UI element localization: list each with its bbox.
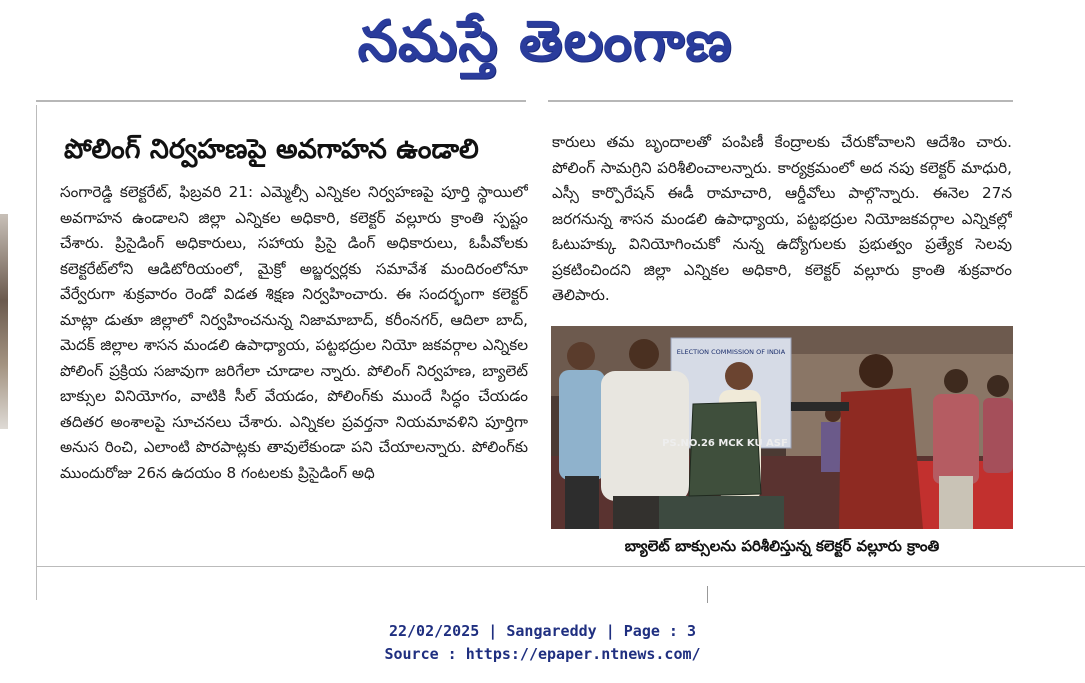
section-divider xyxy=(36,566,1085,567)
article-headline: పోలింగ్ నిర్వహణపై అవగాహన ఉండాలి xyxy=(64,134,479,165)
article-body-right: కారులు తమ బృందాలతో పంపిణీ కేంద్రాలకు చేరుకోవాలని ఆదేశిం చారు. పోలింగ్ సామగ్రిని పరిశీలించాలన్నారు. కార్యక్రమంలో అద నపు కలెక్టర్ మాధురి, ఎస్సీ కార్పొరేషన్ ఈడీ రామాచారి, ఆర్డీవోలు పాల్గొన్నారు. ఈనెల 27న జరగనున్న శాసన మండలి ఉపాధ్యాయ, పట్టభద్రుల నియోజకవర్గాల ఎన్నికల్లో ఓటుహక్కు వినియోగించుకో నున్న ఉద్యోగులకు ప్రభుత్వం ప్రత్యేక సెలవు ప్రకటించిందని జిల్లా ఎన్నికల అధికారి, కలెక్టర్ వల్లూరు క్రాంతి శుక్రవారం తెలిపారు. xyxy=(552,133,1012,304)
footer-date-line: 22/02/2025 | Sangareddy | Page : 3 xyxy=(388,622,697,640)
newspaper-logo: నమస్తే తెలంగాణ xyxy=(357,8,733,74)
masthead-divider-left xyxy=(36,100,526,102)
masthead-divider-right xyxy=(548,100,1013,102)
footer-source-line: Source : https://epaper.ntnews.com/ xyxy=(384,645,701,663)
ballot-box-label: PS.NO.26 MCK KU ASF xyxy=(662,438,788,449)
masthead xyxy=(0,0,1085,100)
column-separator xyxy=(707,586,708,603)
footer xyxy=(0,603,1085,683)
photo-caption: బ్యాలెట్ బాక్సులను పరిశీలిస్తున్న కలెక్టర్ వల్లూరు క్రాంతి xyxy=(624,537,940,555)
article-body-left: సంగారెడ్డి కలెక్టరేట్, ఫిబ్రవరి 21: ఎమ్మెల్సీ ఎన్నికల నిర్వహణపై పూర్తి స్థాయిలో అవగాహన ఉండాలని జిల్లా ఎన్నికల అధికారి, కలెక్టర్ వల్లూరు క్రాంతి స్పష్టం చేశారు. ప్రిసైడింగ్ అధికారులు, సహాయ ప్రిసై డింగ్ అధికారులు, ఓపీవోలకు కలెక్టరేట్‌లోని ఆడిటోరియంలో, మైక్రో అబ్జర్వర్లకు సమావేశ మందిరంలోనూ వేర్వేరుగా శుక్రవారం రెండో విడత శిక్షణ నిర్వహించారు. ఈ సందర్భంగా కలెక్టర్ మాట్లా డుతూ జిల్లాలో నిర్వహించనున్న నిజామాబాద్, కరీంనగర్, ఆదిలా బాద్, మెదక్ జిల్లాల శాసన మండలి ఉపాధ్యాయ, పట్టభద్రుల నియో జకవర్గాల ఎన్నికల పోలింగ్ ప్రక్రియ సజావుగా జరిగేలా చూడాల న్నారు. పోలింగ్ నిర్వహణ, బ్యాలెట్ బాక్సుల వినియోగం, వాటికి సీల్ వేయడం, పోలింగ్‌కు ముందే సిద్ధం చేయడం తదితర అంశాలపై సూచనలు చేశారు. ఎన్నికల ప్రవర్తనా నియమావళిని పూర్తిగా అనుస రించి, ఎలాంటి పొరపాట్లకు తావులేకుండా పని చేయాలన్నారు. పోలింగ్‌కు ముందురోజు 26న ఉదయం 8 గంటలకు ప్రిసైడింగ్ అధి xyxy=(60,183,528,482)
election-banner-text: ELECTION COMMISSION OF INDIA xyxy=(676,348,786,356)
cropped-photo-left xyxy=(0,214,8,429)
column-divider xyxy=(36,105,37,600)
article-photo xyxy=(551,326,1013,529)
